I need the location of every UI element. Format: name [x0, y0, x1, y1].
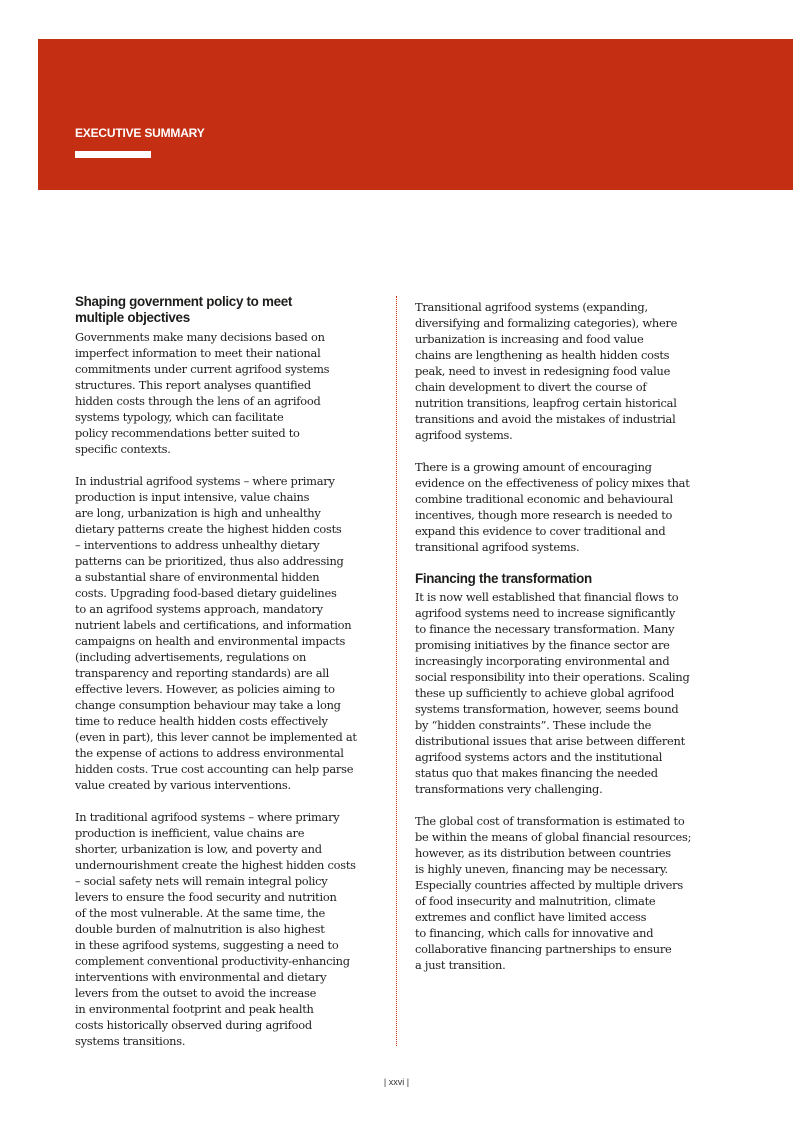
paragraph: In traditional agrifood systems – where primary production is inefficient, value chains are shorter, urbanization is low, and poverty and undernourishment create the highest hidden costs – social safety nets will remain integral policy levers to ensure the food security and nutrition of the most vulnerable. At the same time, the double burden of malnutrition is also highest in these agrifood systems, suggesting a need to complement conventional productivity-enhancing interventions with environmental and dietary levers from the outset to avoid the increase in environmental footprint and peak health costs historically observed during agrifood systems transitions. — [75, 810, 356, 1048]
section-label: EXECUTIVE SUMMARY — [75, 126, 205, 140]
left-column — [75, 294, 380, 1065]
paragraph: Governments make many decisions based on imperfect information to meet their national commitments under current agrifood systems structures. This report analyses quantified hidden costs through the lens of an agrifood systems typology, which can facilitate policy recommendations better suited to specific contexts. — [75, 330, 330, 456]
header-banner — [38, 39, 793, 190]
section-label-underline — [75, 151, 151, 158]
paragraph: It is now well established that financial flows to agrifood systems need to increase significantly to finance the necessary transformation. Many promising initiatives by the finance sector are increasingly incorporating environmental and social responsibility into their operations. Scaling these up sufficiently to achieve global agrifood systems transformation, however, seems bound by “hidden constraints”. These include the distributional issues that arise between different agrifood systems actors and the institutional status quo that makes financing the needed transformations very challenging. — [415, 590, 690, 796]
page-number: | xxvi | — [383, 1077, 410, 1087]
section-heading-policy: Shaping government policy to meet multiple objectives — [75, 294, 293, 325]
paragraph: The global cost of transformation is estimated to be within the means of global financial resources; however, as its distribution between countries is highly uneven, financing may be necessary. Especially countries affected by multiple drivers of food insecurity and malnutrition, climate extremes and conflict have limited access to financing, which calls for innovative and collaborative financing partnerships to ensure a just transition. — [415, 814, 692, 972]
paragraph: Transitional agrifood systems (expanding, diversifying and formalizing categories), where urbanization is increasing and food value chains are lengthening as health hidden costs peak, need to invest in redesigning food value chain development to divert the course of nutrition transitions, leapfrog certain historical transitions and avoid the mistakes of industrial agrifood systems. — [415, 300, 678, 442]
paragraph: In industrial agrifood systems – where primary production is input intensive, value chains are long, urbanization is high and unhealthy dietary patterns create the highest hidden costs – interventions to address unhealthy dietary patterns can be prioritized, thus also addressing a substantial share of environmental hidden costs. Upgrading food-based dietary guidelines to an agrifood systems approach, mandatory nutrient labels and certifications, and information campaigns on health and environmental impacts (including advertisements, regulations on transparency and reporting standards) are all effective levers. However, as policies aiming to change consumption behaviour may take a long time to reduce health hidden costs effectively (even in part), this lever cannot be implemented at the expense of actions to address environmental hidden costs. True cost accounting can help parse value created by various interventions. — [75, 474, 357, 792]
section-heading-financing: Financing the transformation — [415, 571, 592, 586]
paragraph: There is a growing amount of encouraging evidence on the effectiveness of policy mixes that combine traditional economic and behavioural incentives, though more research is needed to expand this evidence to cover traditional and transitional agrifood systems. — [415, 460, 690, 554]
column-divider — [396, 296, 397, 1046]
right-column — [415, 294, 720, 989]
